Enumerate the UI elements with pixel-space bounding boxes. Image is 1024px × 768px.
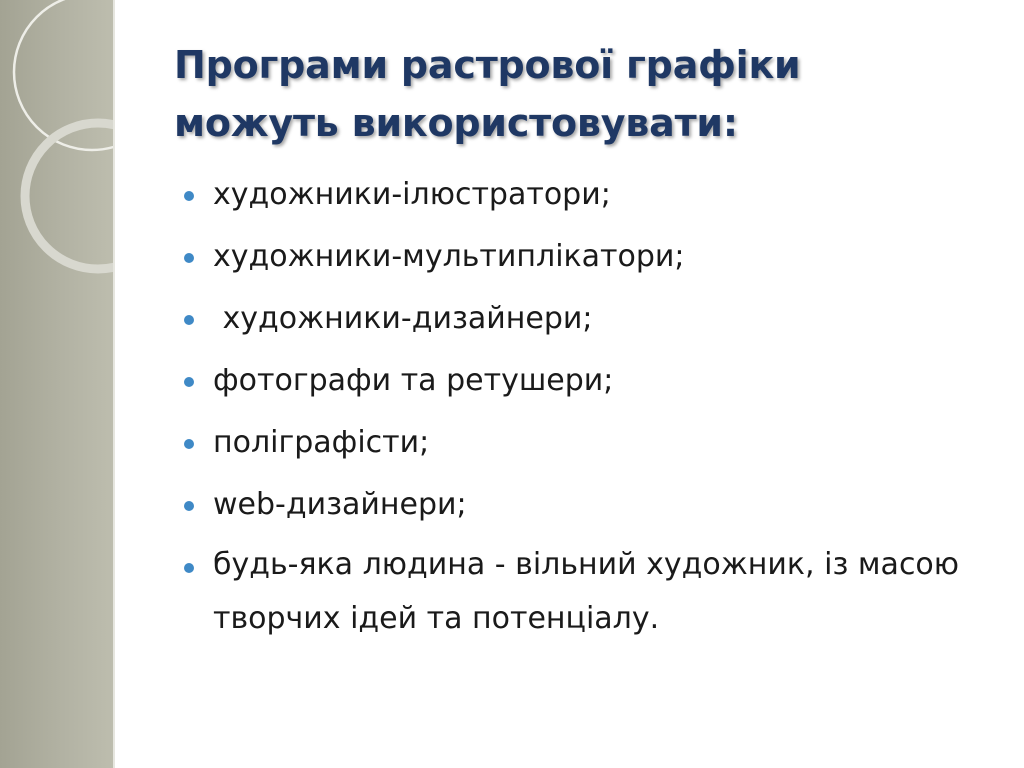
list-item-text: художники-ілюстратори; (213, 177, 611, 212)
bullet-icon (184, 563, 194, 573)
list-item-text: художники-мультиплікатори; (213, 239, 685, 274)
bullet-icon (184, 315, 194, 325)
decorative-side-panel (0, 0, 113, 768)
list-item (180, 228, 1000, 285)
slide-title-line-2: можуть використовувати: (174, 101, 738, 145)
list-item (180, 476, 1000, 533)
list-item-text: web-дизайнери; (213, 487, 467, 522)
bullet-icon (184, 439, 194, 449)
bullet-icon (184, 191, 194, 201)
list-item (180, 166, 1000, 223)
decorative-ring-thick (25, 123, 113, 269)
slide-title (174, 36, 994, 152)
bullet-icon (184, 501, 194, 511)
decorative-rings (0, 0, 113, 768)
bullet-icon (184, 377, 194, 387)
bullet-icon (184, 253, 194, 263)
list-item-text: будь-яка людина - вільний художник, із масою творчих ідей та потенціалу. (213, 547, 969, 636)
list-item-text: художники-дизайнери; (213, 301, 593, 336)
bullet-list (180, 166, 1000, 651)
slide-title-line-1: Програми растрової графіки (174, 43, 801, 87)
list-item (180, 414, 1000, 471)
list-item-text: поліграфісти; (213, 425, 430, 460)
list-item-text: фотографи та ретушери; (213, 363, 614, 398)
list-item (180, 352, 1000, 409)
side-panel-edge (113, 0, 115, 768)
list-item (180, 290, 1000, 347)
list-item (180, 538, 1000, 646)
